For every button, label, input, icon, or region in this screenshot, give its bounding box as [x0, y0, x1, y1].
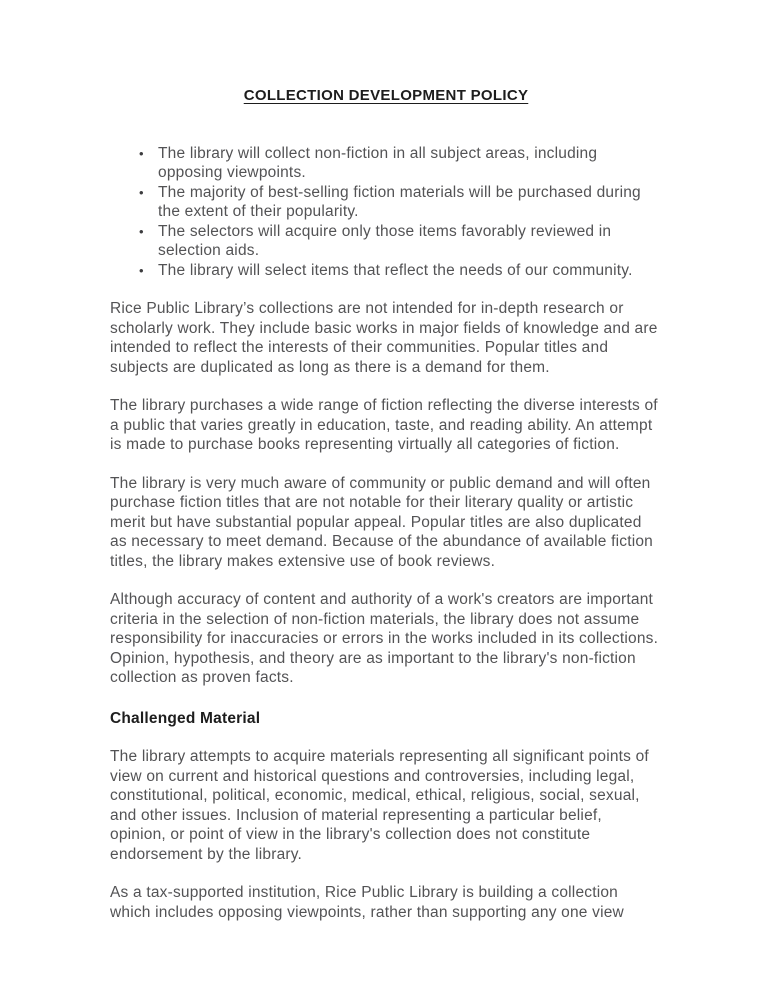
bullet-item [139, 144, 662, 183]
bullet-item [139, 222, 662, 261]
policy-paragraph: The library is very much aware of community or public demand and will often purchase fiction titles that are not notable for their literary quality or artistic merit but have substantial popular appeal. Popular titles are also duplicated as necessary to meet demand. Because of the abundance of available fiction titles, the library makes extensive use of book reviews. [110, 474, 658, 570]
policy-paragraph: Although accuracy of content and authority of a work's creators are important criteria in the selection of non-fiction materials, the library does not assume responsibility for inaccuracies or errors in the works included in its collections. Opinion, hypothesis, and theory are as important to the library's non-fiction collection as proven facts. [110, 591, 668, 686]
bullet-text: The library will collect non-fiction in all subject areas, including opposing viewpoints. [158, 144, 598, 181]
bullet-dot-icon: • [139, 145, 144, 161]
bullet-dot-icon: • [139, 184, 144, 200]
section-paragraph: As a tax-supported institution, Rice Public Library is building a collection which includes opposing viewpoints, rather than supporting any one view [110, 884, 624, 921]
section-heading-challenged-material: Challenged Material [110, 709, 261, 727]
bullet-text: The library will select items that reflect the needs of our community. [158, 261, 633, 279]
policy-paragraph: The library purchases a wide range of fiction reflecting the diverse interests of a public that varies greatly in education, taste, and reading ability. An attempt is made to purchase books representing virtually all categories of fiction. [110, 397, 663, 453]
page-title: COLLECTION DEVELOPMENT POLICY [243, 87, 529, 104]
bullet-item [139, 261, 662, 281]
policy-bullet-list [110, 144, 662, 281]
bullet-text: The selectors will acquire only those items favorably reviewed in selection aids. [158, 222, 612, 259]
bullet-dot-icon: • [139, 223, 144, 239]
bullet-item [139, 183, 662, 222]
bullet-text: The majority of best-selling fiction materials will be purchased during the extent of their popularity. [158, 183, 641, 220]
policy-paragraph: Rice Public Library’s collections are not intended for in-depth research or scholarly work. They include basic works in major fields of knowledge and are intended to reflect the interests of their communities. Popular titles and subjects are duplicated as long as there is a demand for them. [110, 300, 663, 376]
section-paragraph: The library attempts to acquire materials representing all significant points of view on current and historical questions and controversies, including legal, constitutional, political, economic, medical, ethical, religious, social, sexual, and other issues. Inclusion of material representing a particular belief, opinion, or point of view in the library's collection does not constitute endorsement by the library. [110, 748, 654, 863]
bullet-dot-icon: • [139, 262, 144, 278]
